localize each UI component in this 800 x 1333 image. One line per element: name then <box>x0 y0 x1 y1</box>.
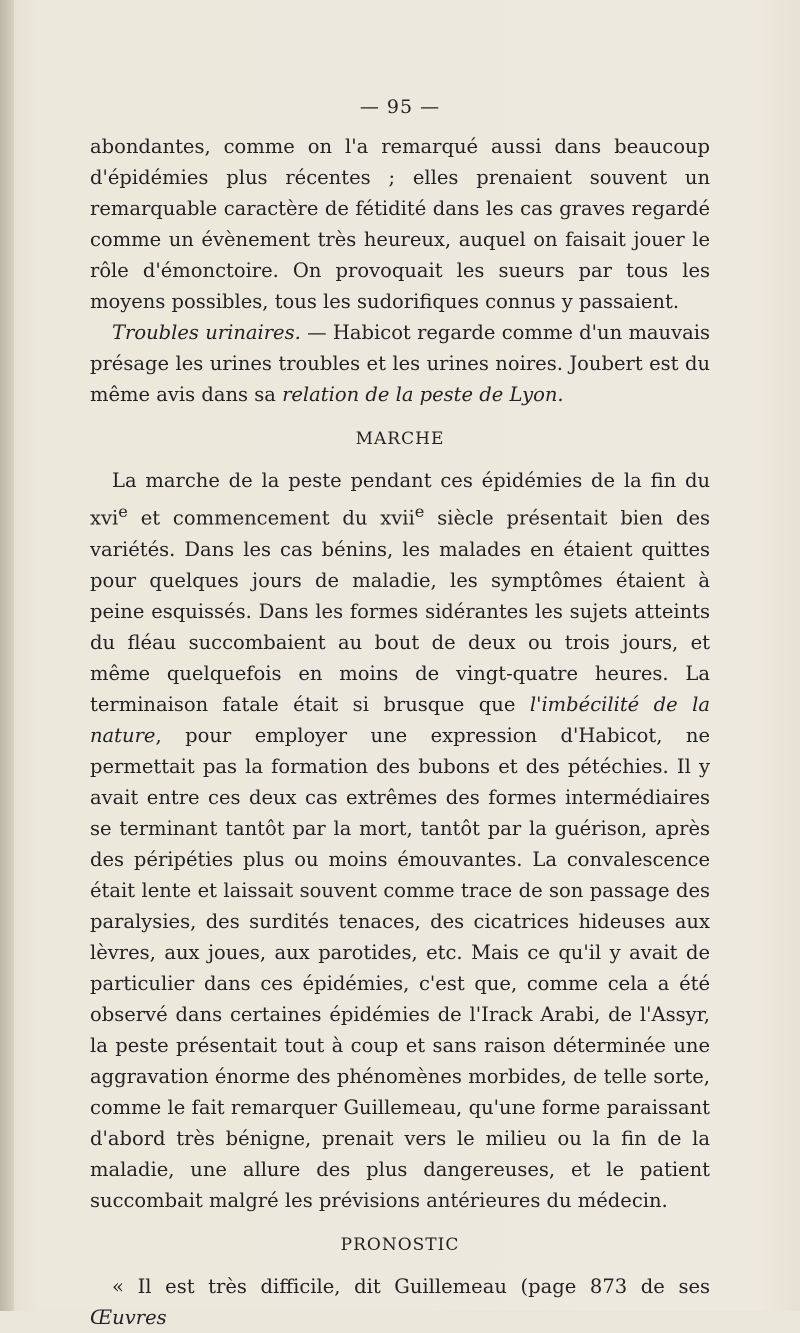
paragraph-text: et commencement du xvii <box>127 506 415 530</box>
subheading-troubles-urinaires: Troubles urinaires. <box>112 321 301 344</box>
page-binding-edge <box>0 0 14 1311</box>
paragraph-text: — Habicot regarde comme d'un mauvais présage les urines troubles et les urines noires. Joubert est du même avis dans sa <box>90 321 710 406</box>
work-title: Œuvres <box>90 1305 167 1329</box>
paragraph-text: « Il est très difficile, dit Guillemeau (page 873 de ses <box>112 1274 710 1298</box>
page-number: — 95 — <box>359 96 441 118</box>
paragraph-text: , pour employer une expression d'Habicot, ne permettait pas la formation des bubons et des pétéchies. Il y avait entre ces deux cas extrêmes des formes intermédiaires se terminant tantôt par la mort, tantôt par la guérison, après des péripéties plus ou moins émouvantes. La convalescence était lente et laissait souvent comme trace de son passage des paralysies, des surdités tenaces, des cicatrices hideuses aux lèvres, aux joues, aux parotides, etc. Mais ce qu'il y avait de particulier dans ces épidémies, c'est que, comme cela a été observé dans certaines épidémies de l'Irack Arabi, de l'Assyr, la peste présentait tout à coup et sans raison déterminée une aggravation énorme des phénomènes morbides, de telle sorte, comme le fait remarquer Guillemeau, qu'une forme paraissant d'abord très bénigne, prenait vers le milieu ou la fin de la maladie, une allure des plus dangereuses, et le patient succombait malgré les prévisions antérieures du médecin. <box>90 723 710 1212</box>
century-superscript: e <box>414 502 425 521</box>
paragraph-urinary <box>90 317 710 410</box>
paragraph-pronostic <box>90 1271 710 1333</box>
work-title: relation de la peste de Lyon. <box>282 383 564 406</box>
italic-quote: l'imbécilité de la nature <box>90 692 710 747</box>
paragraph-sweating <box>90 131 710 317</box>
paragraph-text: La marche de la peste pendant ces épidémies de la fin du xvi <box>90 469 710 530</box>
page-content <box>90 92 710 1333</box>
section-heading-pronostic: PRONOSTIC <box>340 1234 460 1255</box>
paragraph-marche <box>90 465 710 1216</box>
paragraph-text: abondantes, comme on l'a remarqué aussi dans beaucoup d'épidémies plus récentes ; elles prenaient souvent un remarquable caractère de fétidité dans les cas graves regardé comme un évènement très heureux, auquel on faisait jouer le rôle d'émonctoire. On provoquait les sueurs par tous les moyens possibles, tous les sudorifiques connus y passaient. <box>90 135 710 313</box>
section-heading-marche: MARCHE <box>355 429 445 449</box>
century-superscript: e <box>118 502 128 521</box>
paragraph-text: siècle présentait bien des variétés. Dans les cas bénins, les malades en étaient quittes pour quelques jours de maladie, les symptômes étaient à peine esquissés. Dans les formes sidérantes les sujets atteints du fléau succombaient au bout de deux ou trois jours, et même quelquefois en moins de vingt-quatre heures. La terminaison fatale était si brusque que <box>90 506 711 716</box>
